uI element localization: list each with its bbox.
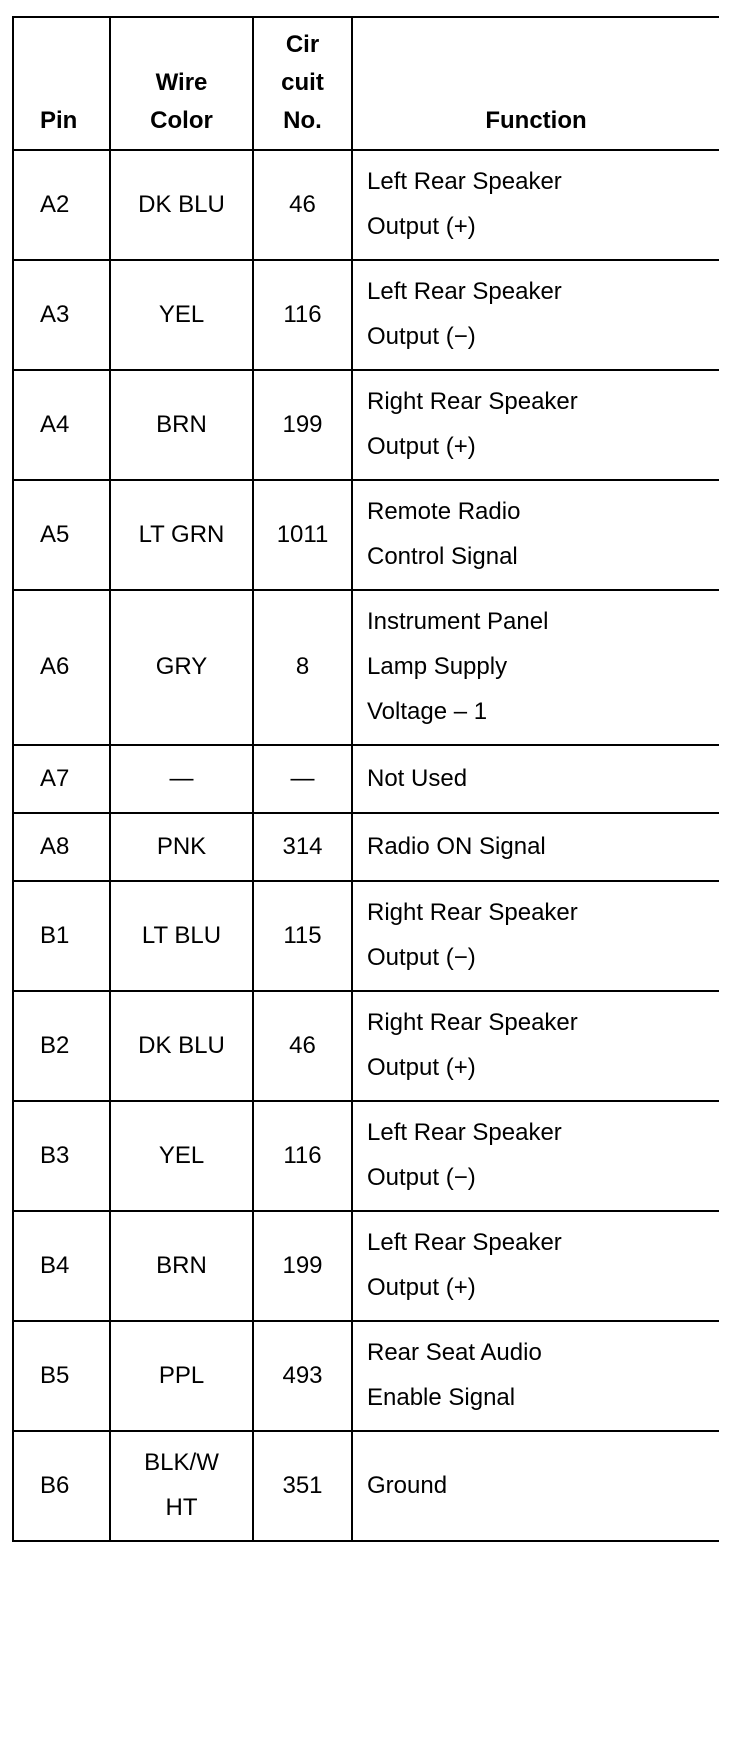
table-row bbox=[13, 1431, 719, 1541]
cell-circuit-no: 493 bbox=[253, 1321, 352, 1431]
function-line: Remote Radio bbox=[367, 498, 521, 525]
cell-function bbox=[352, 881, 719, 991]
cell-wire-color bbox=[110, 1211, 253, 1321]
cell-function bbox=[352, 480, 719, 590]
function-line: Lamp Supply bbox=[367, 653, 508, 680]
cell-wire-color bbox=[110, 1101, 253, 1211]
table-row bbox=[13, 991, 719, 1101]
cell-wire-color bbox=[110, 1431, 253, 1541]
function-line: Left Rear Speaker bbox=[367, 1119, 562, 1146]
function-line: Output (−) bbox=[367, 323, 476, 350]
wire-color-line: BLK/W bbox=[144, 1449, 219, 1476]
function-line: Control Signal bbox=[367, 543, 518, 570]
cell-pin: A2 bbox=[13, 150, 110, 260]
wire-color-line: — bbox=[169, 765, 194, 792]
function-line: Output (−) bbox=[367, 1164, 476, 1191]
cell-pin: A6 bbox=[13, 590, 110, 745]
wire-color-line: HT bbox=[165, 1494, 198, 1521]
cell-pin: A8 bbox=[13, 813, 110, 881]
table-row bbox=[13, 260, 719, 370]
cell-circuit-no: 351 bbox=[253, 1431, 352, 1541]
cell-wire-color bbox=[110, 813, 253, 881]
header-function: Function bbox=[352, 17, 719, 150]
cell-wire-color bbox=[110, 260, 253, 370]
function-line: Output (+) bbox=[367, 213, 476, 240]
header-wire-color-line: Color bbox=[150, 107, 213, 134]
table-row bbox=[13, 370, 719, 480]
cell-circuit-no: 115 bbox=[253, 881, 352, 991]
cell-wire-color bbox=[110, 881, 253, 991]
cell-function bbox=[352, 260, 719, 370]
table-row bbox=[13, 1101, 719, 1211]
cell-wire-color bbox=[110, 480, 253, 590]
function-line: Rear Seat Audio bbox=[367, 1339, 542, 1366]
table-row bbox=[13, 590, 719, 745]
cell-pin: A4 bbox=[13, 370, 110, 480]
header-wire-color bbox=[110, 17, 253, 150]
wire-color-line: LT GRN bbox=[138, 520, 225, 548]
header-circuit-line: No. bbox=[283, 107, 322, 134]
function-line: Instrument Panel bbox=[367, 608, 549, 635]
cell-circuit-no: 46 bbox=[253, 150, 352, 260]
cell-circuit-no: — bbox=[253, 745, 352, 813]
function-line: Voltage – 1 bbox=[367, 698, 488, 725]
function-line: Output (−) bbox=[367, 944, 476, 971]
function-line: Enable Signal bbox=[367, 1384, 516, 1411]
function-line: Output (+) bbox=[367, 433, 476, 460]
wire-color-line: YEL bbox=[158, 300, 205, 328]
cell-pin: B4 bbox=[13, 1211, 110, 1321]
cell-pin: B2 bbox=[13, 991, 110, 1101]
function-line: Left Rear Speaker bbox=[367, 168, 562, 195]
table-row bbox=[13, 480, 719, 590]
cell-function bbox=[352, 745, 719, 813]
cell-function bbox=[352, 590, 719, 745]
wire-color-line: LT BLU bbox=[141, 921, 222, 949]
wire-color-line: YEL bbox=[158, 1141, 205, 1169]
cell-wire-color bbox=[110, 1321, 253, 1431]
cell-pin: B3 bbox=[13, 1101, 110, 1211]
cell-function bbox=[352, 1101, 719, 1211]
table-body bbox=[13, 150, 719, 1541]
cell-pin: A5 bbox=[13, 480, 110, 590]
cell-function bbox=[352, 150, 719, 260]
function-line: Right Rear Speaker bbox=[367, 899, 578, 926]
cell-wire-color bbox=[110, 590, 253, 745]
cell-wire-color bbox=[110, 745, 253, 813]
header-circuit-line: cuit bbox=[281, 69, 324, 96]
header-circuit-line: Cir bbox=[285, 31, 320, 58]
table-row bbox=[13, 881, 719, 991]
cell-circuit-no: 199 bbox=[253, 370, 352, 480]
table-row bbox=[13, 1321, 719, 1431]
wire-color-line: BRN bbox=[156, 1251, 207, 1279]
wire-color-line: PPL bbox=[158, 1361, 205, 1389]
wire-color-line: BRN bbox=[156, 410, 207, 438]
table-row bbox=[13, 1211, 719, 1321]
cell-circuit-no: 116 bbox=[253, 260, 352, 370]
connector-pinout-table bbox=[12, 16, 719, 1542]
cell-wire-color bbox=[110, 150, 253, 260]
function-line: Left Rear Speaker bbox=[367, 278, 562, 305]
cell-pin: B6 bbox=[13, 1431, 110, 1541]
cell-circuit-no: 199 bbox=[253, 1211, 352, 1321]
cell-function bbox=[352, 813, 719, 881]
function-line: Output (+) bbox=[367, 1054, 476, 1081]
table-row bbox=[13, 150, 719, 260]
cell-function bbox=[352, 1211, 719, 1321]
function-line: Not Used bbox=[367, 765, 468, 792]
function-line: Output (+) bbox=[367, 1274, 476, 1301]
cell-circuit-no: 8 bbox=[253, 590, 352, 745]
table-header-row bbox=[13, 17, 719, 150]
cell-pin: B5 bbox=[13, 1321, 110, 1431]
cell-pin: A7 bbox=[13, 745, 110, 813]
cell-function bbox=[352, 1431, 719, 1541]
function-line: Ground bbox=[367, 1471, 448, 1499]
wire-color-line: DK BLU bbox=[138, 1031, 225, 1059]
wire-color-line: PNK bbox=[156, 833, 207, 860]
cell-circuit-no: 314 bbox=[253, 813, 352, 881]
cell-function bbox=[352, 1321, 719, 1431]
function-line: Right Rear Speaker bbox=[367, 1009, 578, 1036]
function-line: Right Rear Speaker bbox=[367, 388, 578, 415]
cell-function bbox=[352, 991, 719, 1101]
header-circuit-no bbox=[253, 17, 352, 150]
header-pin: Pin bbox=[13, 17, 110, 150]
cell-pin: A3 bbox=[13, 260, 110, 370]
function-line: Radio ON Signal bbox=[367, 833, 546, 860]
cell-wire-color bbox=[110, 370, 253, 480]
cell-circuit-no: 46 bbox=[253, 991, 352, 1101]
table-row bbox=[13, 745, 719, 813]
wire-color-line: DK BLU bbox=[138, 190, 225, 218]
cell-circuit-no: 1011 bbox=[253, 480, 352, 590]
cell-circuit-no: 116 bbox=[253, 1101, 352, 1211]
cell-wire-color bbox=[110, 991, 253, 1101]
cell-function bbox=[352, 370, 719, 480]
header-wire-color-line: Wire bbox=[155, 69, 208, 96]
wire-color-line: GRY bbox=[155, 653, 208, 680]
function-line: Left Rear Speaker bbox=[367, 1229, 562, 1256]
cell-pin: B1 bbox=[13, 881, 110, 991]
table-row bbox=[13, 813, 719, 881]
